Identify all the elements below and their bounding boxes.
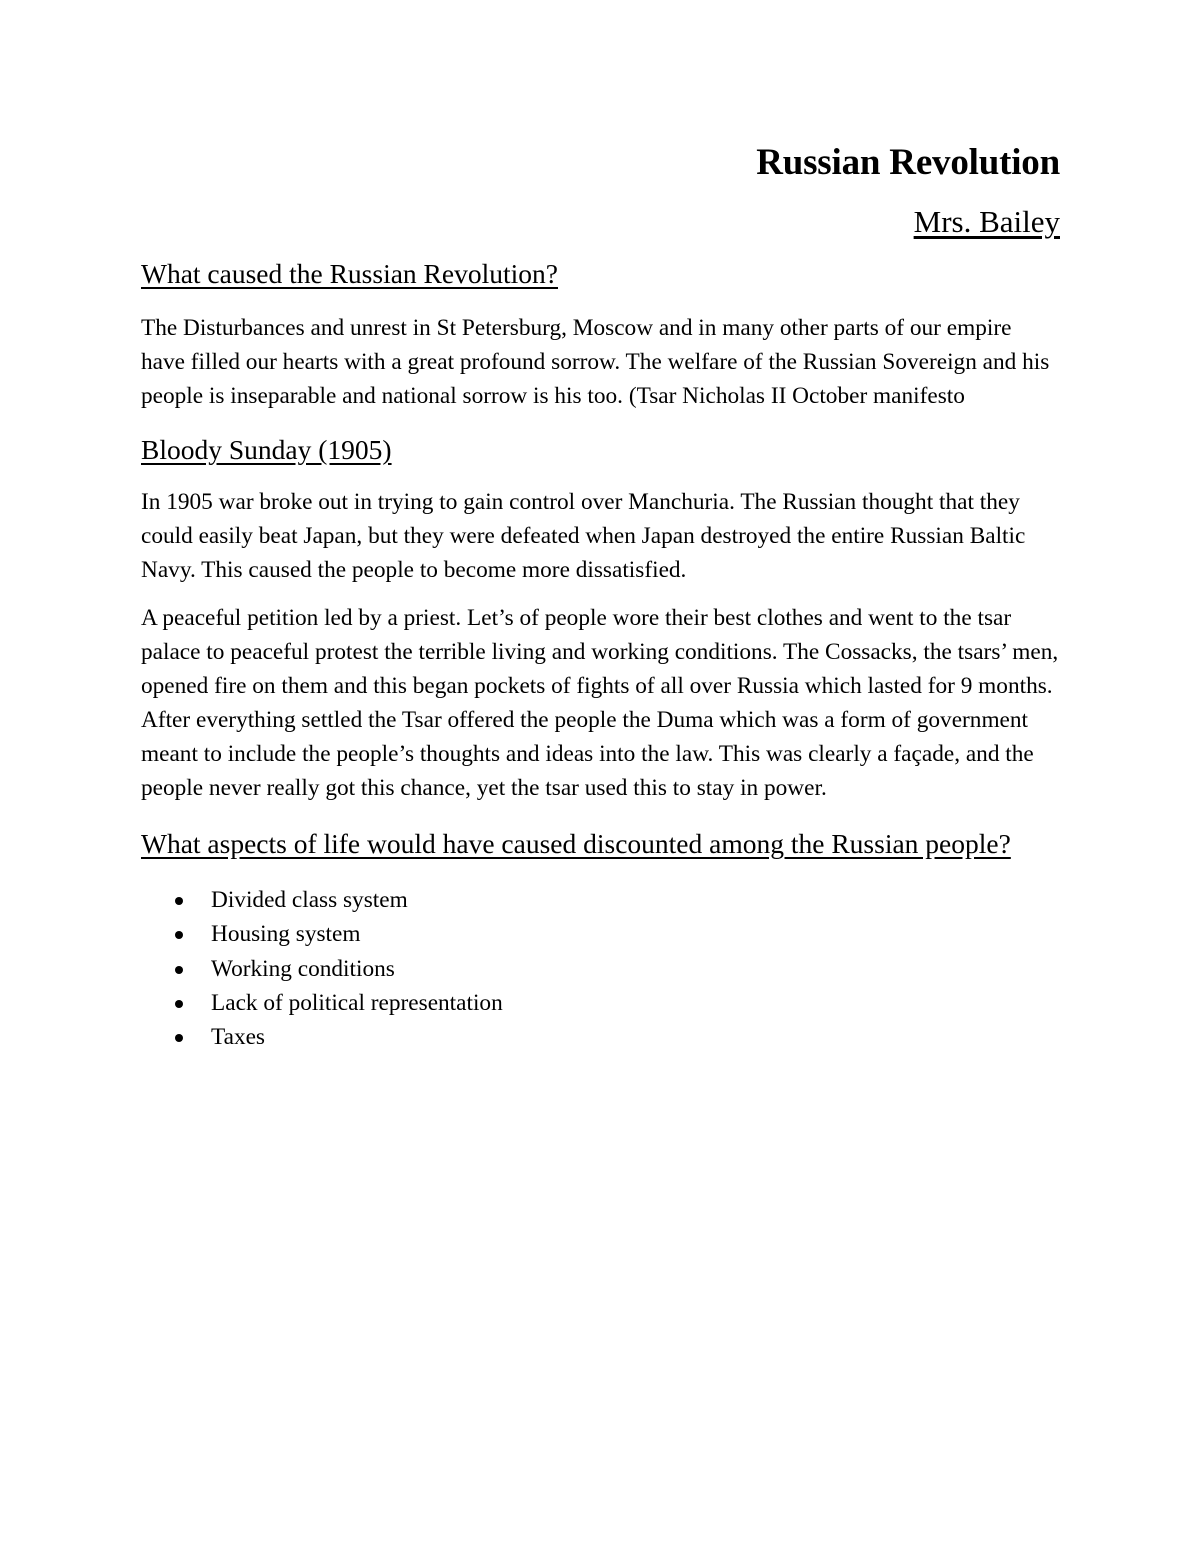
list-item-text: Taxes (211, 1024, 265, 1051)
bullet-icon (175, 1000, 183, 1008)
paragraph-manifesto-quote: The Disturbances and unrest in St Petersburg, Moscow and in many other parts of our empire have filled our hearts with a great profound sorrow. The welfare of the Russian Sovereign and his people is inseparable and national sorrow is his too. (Tsar Nicholas II October manifesto (141, 315, 1050, 409)
list-item-text: Lack of political representation (211, 989, 503, 1016)
list-item (141, 883, 1060, 917)
aspects-bullet-list (141, 883, 1060, 1054)
paragraph-peaceful-petition: A peaceful petition led by a priest. Let’s of people wore their best clothes and went to the tsar palace to peaceful protest the terrible living and working conditions. The Cossacks, the tsars’ men, opened fire on them and this began pockets of fights of all over Russia which lasted for 9 months. After everything settled the Tsar offered the people the Duma which was a form of government meant to include the people’s thoughts and ideas into the law. This was clearly a façade, and the people never really got this chance, yet the tsar used this to stay in power. (141, 605, 1059, 801)
bullet-icon (175, 1034, 183, 1042)
author-name: Mrs. Bailey (913, 204, 1060, 239)
bullet-icon (175, 966, 183, 974)
section-heading-bloody-sunday: Bloody Sunday (1905) (141, 434, 392, 465)
document-title: Russian Revolution (756, 142, 1060, 183)
bullet-icon (175, 931, 183, 939)
list-item-text: Working conditions (211, 955, 395, 982)
list-item-text: Divided class system (211, 887, 408, 913)
list-item (141, 917, 1060, 951)
list-item (141, 1020, 1060, 1054)
list-item (141, 986, 1060, 1020)
section-heading-aspects-of-life: What aspects of life would have caused discounted among the Russian people? (141, 828, 1011, 859)
bullet-icon (175, 897, 183, 905)
list-item (141, 952, 1060, 986)
paragraph-war-manchuria: In 1905 war broke out in trying to gain control over Manchuria. The Russian thought that they could easily beat Japan, but they were defeated when Japan destroyed the entire Russian Baltic Navy. This caused the people to become more dissatisfied. (141, 489, 1026, 583)
section-heading-causes: What caused the Russian Revolution? (141, 258, 558, 289)
list-item-text: Housing system (211, 921, 361, 948)
